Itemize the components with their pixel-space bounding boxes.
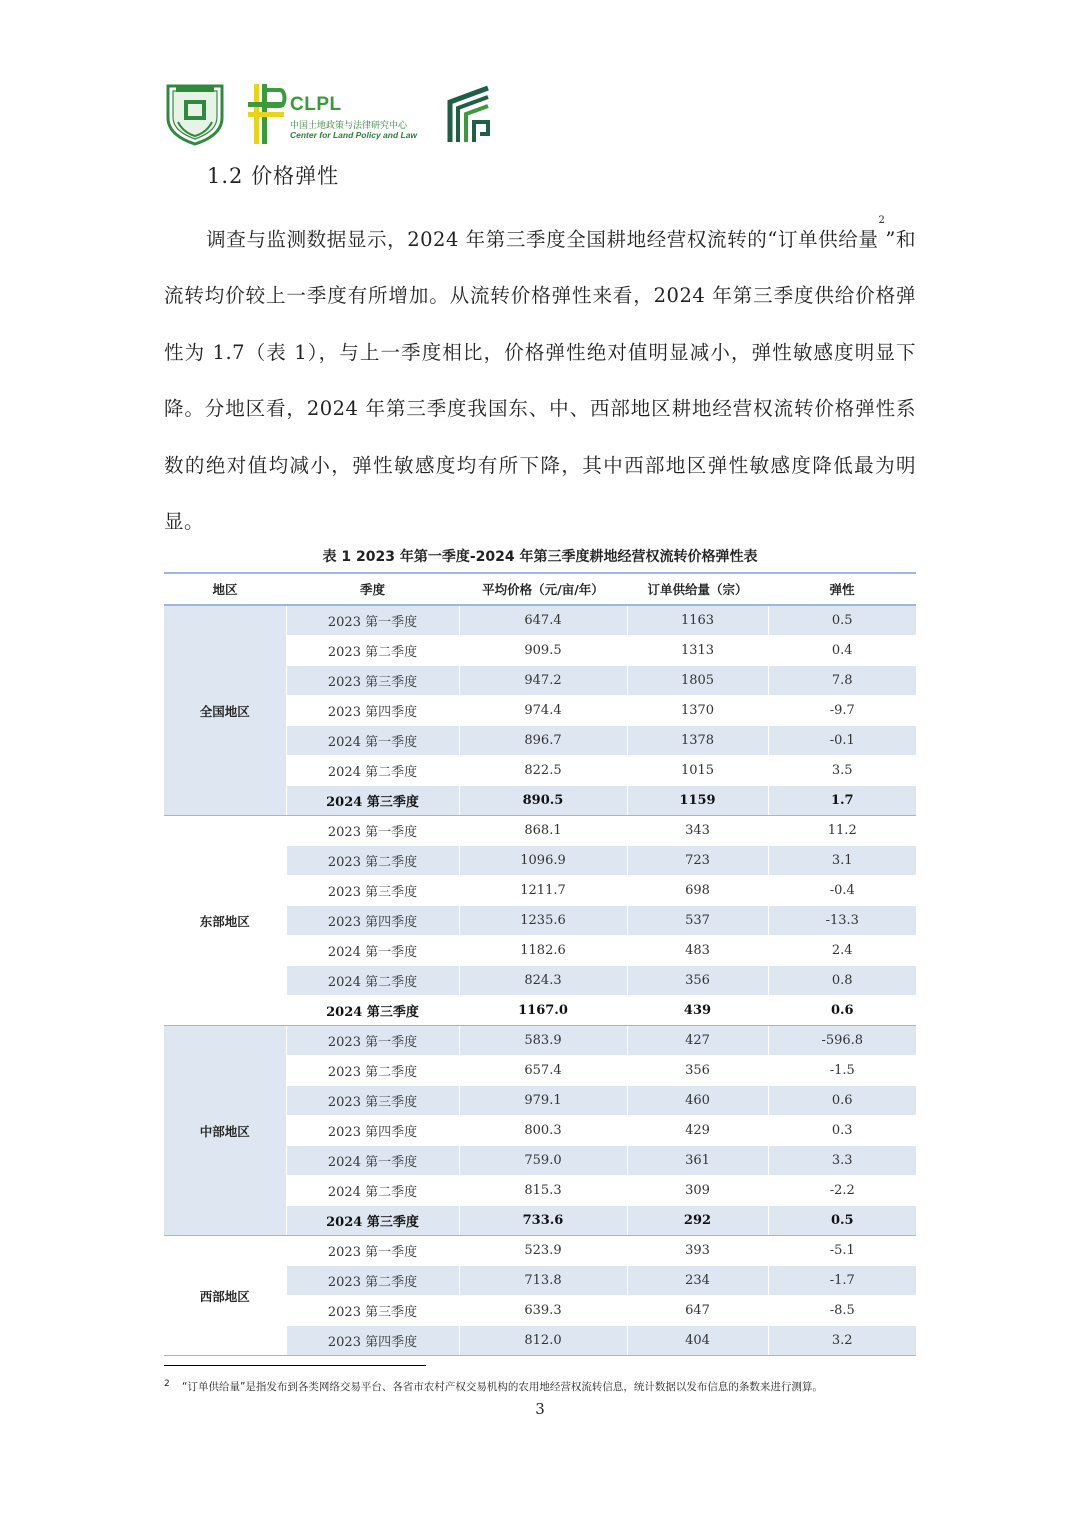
price-cell: 890.5 [459, 786, 627, 816]
elasticity-cell: -1.5 [768, 1056, 916, 1086]
paragraph-text-part1: 调查与监测数据显示，2024 年第三季度全国耕地经营权流转的“订单供给量 [206, 228, 879, 251]
supply-cell: 309 [627, 1176, 768, 1206]
supply-cell: 723 [627, 846, 768, 876]
quarter-cell: 2024 第二季度 [286, 966, 459, 996]
price-cell: 523.9 [459, 1236, 627, 1266]
supply-cell: 292 [627, 1206, 768, 1236]
page-number: 3 [535, 1400, 545, 1418]
paragraph-text-part2: ”和流转均价较上一季度有所增加。从流转价格弹性来看，2024 年第三季度供给价格弹性为 1.7（表 1），与上一季度相比，价格弹性绝对值明显减小，弹性敏感度明显下降。分地区看，2024 年第三季度我国东、中、西部地区耕地经营权流转价格弹性系数的绝对值均减小，弹性敏感度均有所下降，其中西部地区弹性敏感度降低最为明显。 [164, 228, 916, 534]
footnote-text: “订单供给量”是指发布到各类网络交易平台、各省市农村产权交易机构的农用地经营权流转信息，统计数据以发布信息的条数来进行测算。 [182, 1381, 823, 1393]
header-elasticity: 弹性 [768, 573, 916, 605]
quarter-cell: 2023 第二季度 [286, 1056, 459, 1086]
elasticity-cell: -0.1 [768, 726, 916, 756]
supply-cell: 234 [627, 1266, 768, 1296]
price-cell: 1211.7 [459, 876, 627, 906]
table-caption: 表 1 2023 年第一季度-2024 年第三季度耕地经营权流转价格弹性表 [322, 549, 758, 565]
price-cell: 800.3 [459, 1116, 627, 1146]
elasticity-cell: -596.8 [768, 1026, 916, 1056]
footnote-divider [164, 1365, 426, 1366]
quarter-cell: 2024 第三季度 [286, 996, 459, 1026]
price-cell: 1096.9 [459, 846, 627, 876]
quarter-cell: 2024 第一季度 [286, 936, 459, 966]
elasticity-cell: -13.3 [768, 906, 916, 936]
elasticity-cell: 0.4 [768, 636, 916, 666]
supply-cell: 429 [627, 1116, 768, 1146]
elasticity-cell: 3.3 [768, 1146, 916, 1176]
table-row [164, 1236, 916, 1266]
quarter-cell: 2023 第四季度 [286, 906, 459, 936]
elasticity-cell: -8.5 [768, 1296, 916, 1326]
price-cell: 647.4 [459, 605, 627, 636]
price-cell: 639.3 [459, 1296, 627, 1326]
body-paragraph [164, 212, 916, 550]
quarter-cell: 2023 第二季度 [286, 846, 459, 876]
elasticity-cell: 3.2 [768, 1326, 916, 1356]
supply-cell: 404 [627, 1326, 768, 1356]
elasticity-cell: 0.6 [768, 1086, 916, 1116]
supply-cell: 343 [627, 816, 768, 846]
footnote-reference: 2 [878, 215, 886, 226]
supply-cell: 1370 [627, 696, 768, 726]
institution-logo [446, 84, 492, 144]
price-cell: 896.7 [459, 726, 627, 756]
elasticity-cell: -9.7 [768, 696, 916, 726]
price-cell: 1182.6 [459, 936, 627, 966]
clpl-logo [246, 82, 426, 146]
quarter-cell: 2024 第三季度 [286, 786, 459, 816]
quarter-cell: 2023 第一季度 [286, 1236, 459, 1266]
price-cell: 909.5 [459, 636, 627, 666]
elasticity-cell: -0.4 [768, 876, 916, 906]
supply-cell: 647 [627, 1296, 768, 1326]
table-body [164, 605, 916, 1356]
supply-cell: 1163 [627, 605, 768, 636]
quarter-cell: 2024 第一季度 [286, 726, 459, 756]
price-cell: 974.4 [459, 696, 627, 726]
quarter-cell: 2024 第一季度 [286, 1146, 459, 1176]
header-price: 平均价格（元/亩/年） [459, 573, 627, 605]
quarter-cell: 2023 第四季度 [286, 1326, 459, 1356]
footnote-number: 2 [164, 1379, 170, 1389]
supply-cell: 1805 [627, 666, 768, 696]
footnote [164, 1379, 823, 1394]
supply-cell: 537 [627, 906, 768, 936]
supply-cell: 1159 [627, 786, 768, 816]
elasticity-cell: 0.5 [768, 605, 916, 636]
supply-cell: 1015 [627, 756, 768, 786]
elasticity-cell: 0.6 [768, 996, 916, 1026]
china-agricultural-university-logo [164, 82, 226, 146]
supply-cell: 427 [627, 1026, 768, 1056]
quarter-cell: 2024 第三季度 [286, 1206, 459, 1236]
price-cell: 822.5 [459, 756, 627, 786]
header-region: 地区 [164, 573, 286, 605]
price-cell: 979.1 [459, 1086, 627, 1116]
quarter-cell: 2023 第四季度 [286, 1116, 459, 1146]
price-cell: 657.4 [459, 1056, 627, 1086]
quarter-cell: 2024 第二季度 [286, 756, 459, 786]
table-row [164, 605, 916, 636]
supply-cell: 1378 [627, 726, 768, 756]
supply-cell: 460 [627, 1086, 768, 1116]
header-logos [164, 80, 504, 148]
table-row [164, 1026, 916, 1056]
price-cell: 815.3 [459, 1176, 627, 1206]
elasticity-cell: 3.1 [768, 846, 916, 876]
supply-cell: 356 [627, 1056, 768, 1086]
quarter-cell: 2023 第三季度 [286, 666, 459, 696]
quarter-cell: 2023 第四季度 [286, 696, 459, 726]
price-cell: 947.2 [459, 666, 627, 696]
elasticity-cell: 1.7 [768, 786, 916, 816]
supply-cell: 356 [627, 966, 768, 996]
price-cell: 812.0 [459, 1326, 627, 1356]
elasticity-cell: 0.3 [768, 1116, 916, 1146]
supply-cell: 483 [627, 936, 768, 966]
price-cell: 1167.0 [459, 996, 627, 1026]
region-cell: 西部地区 [164, 1236, 286, 1356]
price-cell: 733.6 [459, 1206, 627, 1236]
supply-cell: 393 [627, 1236, 768, 1266]
price-cell: 713.8 [459, 1266, 627, 1296]
elasticity-cell: 11.2 [768, 816, 916, 846]
clpl-title: CLPL [290, 94, 342, 115]
region-cell: 全国地区 [164, 605, 286, 816]
quarter-cell: 2023 第二季度 [286, 1266, 459, 1296]
clpl-english-name: Center for Land Policy and Law [290, 130, 418, 140]
region-cell: 中部地区 [164, 1026, 286, 1236]
price-cell: 868.1 [459, 816, 627, 846]
elasticity-cell: 3.5 [768, 756, 916, 786]
price-cell: 759.0 [459, 1146, 627, 1176]
quarter-cell: 2023 第三季度 [286, 1086, 459, 1116]
supply-cell: 361 [627, 1146, 768, 1176]
supply-cell: 1313 [627, 636, 768, 666]
clpl-chinese-name: 中国土地政策与法律研究中心 [290, 121, 408, 131]
price-cell: 1235.6 [459, 906, 627, 936]
quarter-cell: 2023 第一季度 [286, 605, 459, 636]
quarter-cell: 2023 第三季度 [286, 1296, 459, 1326]
quarter-cell: 2023 第一季度 [286, 1026, 459, 1056]
elasticity-cell: -5.1 [768, 1236, 916, 1266]
price-cell: 583.9 [459, 1026, 627, 1056]
table-row [164, 816, 916, 846]
elasticity-cell: -2.2 [768, 1176, 916, 1206]
elasticity-cell: 0.5 [768, 1206, 916, 1236]
header-supply: 订单供给量（宗） [627, 573, 768, 605]
quarter-cell: 2024 第二季度 [286, 1176, 459, 1206]
quarter-cell: 2023 第三季度 [286, 876, 459, 906]
elasticity-table [164, 572, 916, 1356]
header-quarter: 季度 [286, 573, 459, 605]
table-header-row [164, 573, 916, 605]
elasticity-cell: 2.4 [768, 936, 916, 966]
supply-cell: 698 [627, 876, 768, 906]
elasticity-cell: -1.7 [768, 1266, 916, 1296]
quarter-cell: 2023 第二季度 [286, 636, 459, 666]
region-cell: 东部地区 [164, 816, 286, 1026]
quarter-cell: 2023 第一季度 [286, 816, 459, 846]
price-cell: 824.3 [459, 966, 627, 996]
supply-cell: 439 [627, 996, 768, 1026]
elasticity-cell: 7.8 [768, 666, 916, 696]
section-heading: 1.2 价格弹性 [207, 164, 340, 188]
elasticity-cell: 0.8 [768, 966, 916, 996]
